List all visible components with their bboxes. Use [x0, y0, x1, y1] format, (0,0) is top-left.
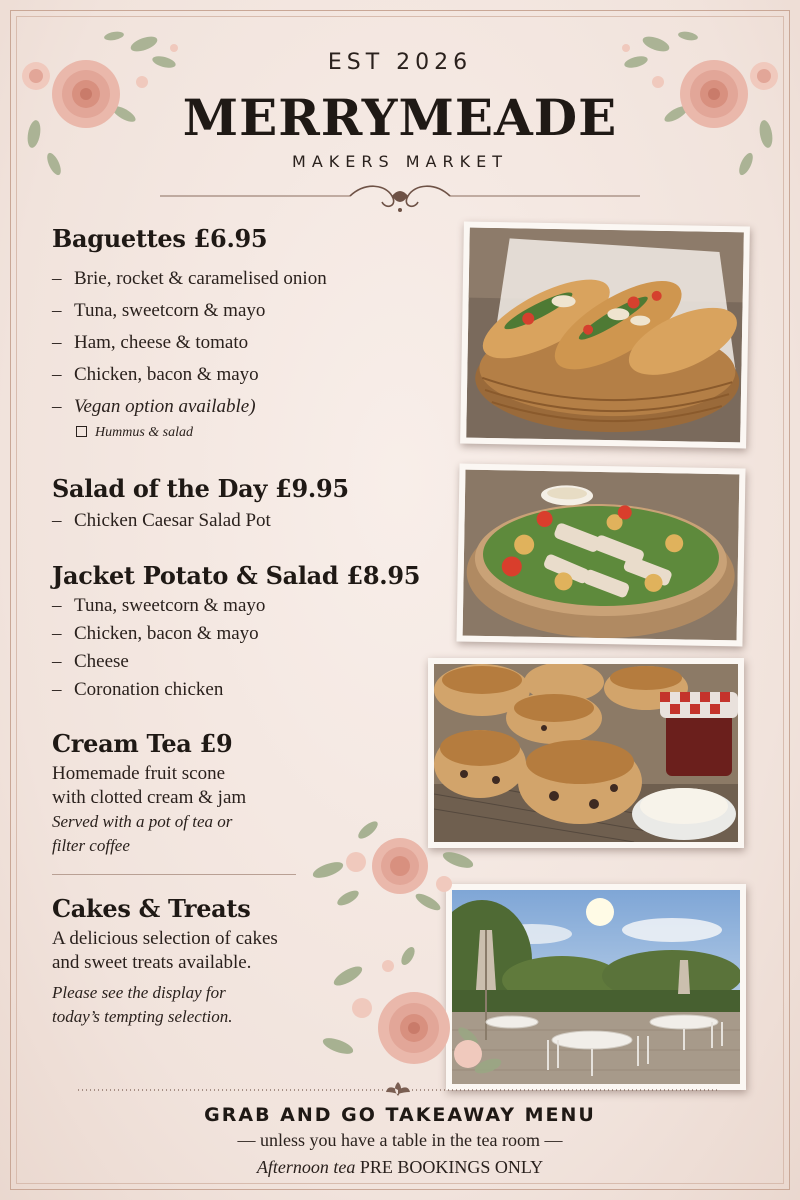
- cream-tea-note: Served with a pot of tea or: [52, 812, 233, 831]
- cream-tea-desc: Homemade fruit scone: [52, 763, 226, 784]
- checkbox-icon: [76, 426, 87, 437]
- salad-photo: [456, 464, 745, 647]
- jacket-section: [52, 561, 452, 704]
- cakes-title: Cakes & Treats: [52, 894, 251, 923]
- baguettes-photo: [460, 222, 750, 449]
- page-subtitle: MAKERS MARKET: [292, 152, 508, 171]
- menu-item: – Tuna, sweetcorn & mayo: [52, 595, 266, 616]
- menu-item: – Chicken, bacon & mayo: [52, 364, 259, 385]
- footer-line-2: — unless you have a table in the tea room —: [237, 1130, 563, 1150]
- cakes-desc: and sweet treats available.: [52, 952, 252, 973]
- menu-item: – Brie, rocket & caramelised onion: [52, 268, 327, 289]
- page-title: MERRYMEADE: [182, 88, 618, 147]
- cream-tea-note: filter coffee: [52, 836, 130, 855]
- menu-item: – Cheese: [52, 651, 129, 672]
- rose-corner-icon: [308, 810, 480, 920]
- cakes-note: today’s tempting selection.: [52, 1007, 233, 1026]
- footer-line-3: Afternoon tea PRE BOOKINGS ONLY: [256, 1157, 544, 1177]
- menu-item: – Tuna, sweetcorn & mayo: [52, 300, 266, 321]
- baguettes-section: [52, 224, 452, 443]
- menu-item: – Chicken, bacon & mayo: [52, 623, 259, 644]
- footer-headline: GRAB AND GO TAKEAWAY MENU: [204, 1104, 596, 1126]
- cakes-note: Please see the display for: [52, 983, 226, 1002]
- cakes-desc: A delicious selection of cakes: [52, 928, 278, 949]
- cream-tea-title: Cream Tea £9: [52, 729, 233, 758]
- salad-title: Salad of the Day £9.95: [52, 474, 349, 503]
- menu-item: – Coronation chicken: [52, 679, 224, 700]
- section-divider: [52, 874, 296, 875]
- menu-item: – Chicken Caesar Salad Pot: [52, 510, 271, 531]
- fleur-de-lis-icon: [78, 1080, 718, 1100]
- menu-item: – Vegan option available): [52, 396, 256, 417]
- cream-tea-desc: with clotted cream & jam: [52, 787, 247, 808]
- established-label: EST 2026: [327, 50, 473, 75]
- rose-corner-icon: [318, 936, 508, 1086]
- salad-section: [52, 474, 452, 537]
- vegan-subitem: Hummus & salad: [52, 423, 452, 443]
- flourish-divider-icon: [160, 178, 640, 218]
- menu-item: – Ham, cheese & tomato: [52, 332, 249, 353]
- baguettes-title: Baguettes £6.95: [52, 224, 268, 253]
- jacket-title: Jacket Potato & Salad £8.95: [52, 561, 421, 590]
